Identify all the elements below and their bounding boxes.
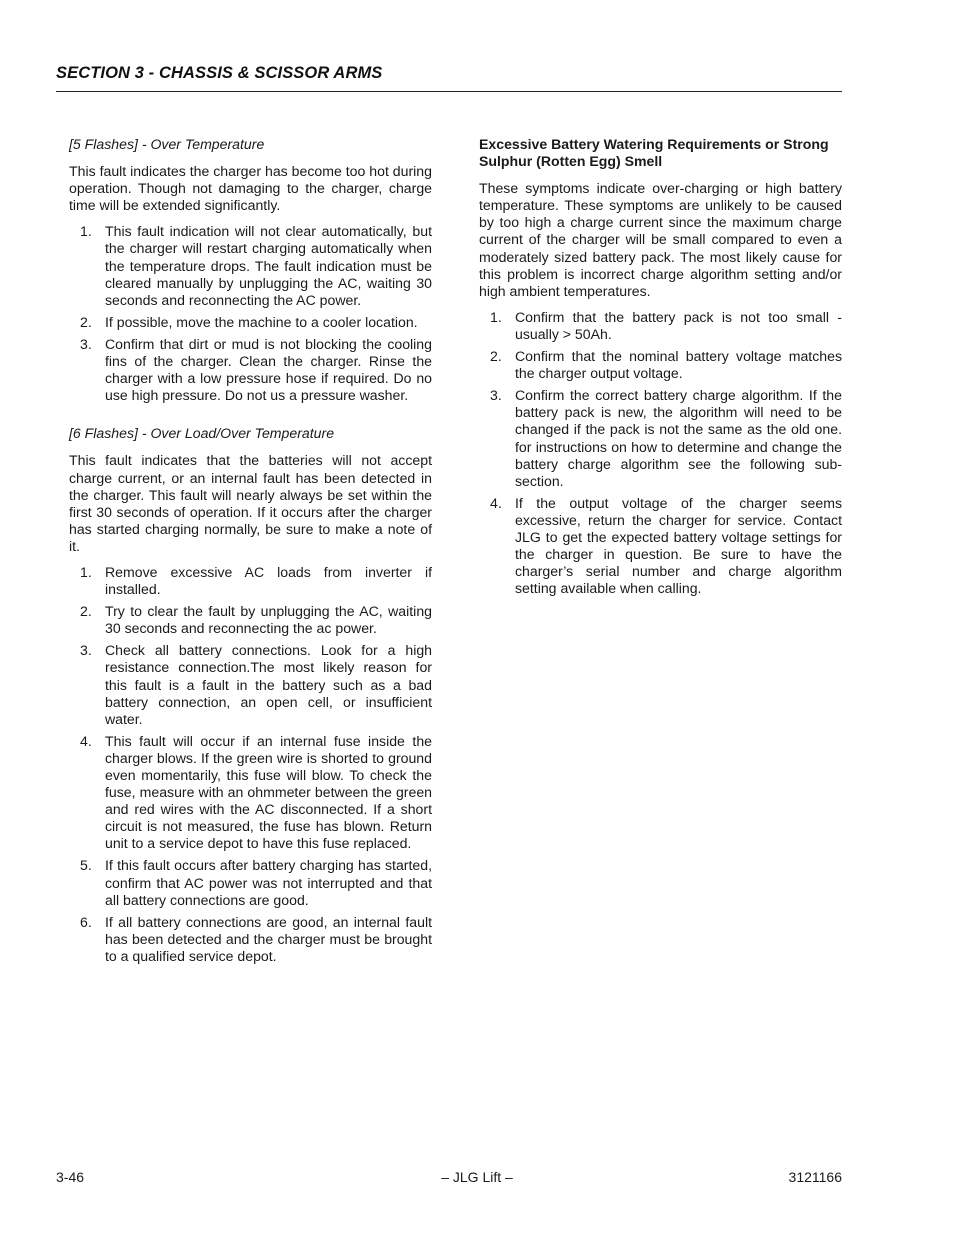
section-title: SECTION 3 - CHASSIS & SCISSOR ARMS — [56, 64, 383, 82]
paragraph-over-temperature: This fault indicates the charger has become too hot during operation. Though not damaging to the charger, charge time will be extended significantly. — [69, 163, 432, 214]
list-item: 3. Check all battery connections. Look for a high resistance connection.The most likely reason for this fault is a fault in the battery such as a bad battery connection, an open cell, or insufficient water. — [80, 642, 432, 727]
list-item: 4. This fault will occur if an internal fuse inside the charger blows. If the green wire is shorted to ground even momentarily, this fuse will blow. To check the fuse, measure with an ohmmeter between the green and red wires with the AC disconnected. If a short circuit is not measured, the fuse has blown. Return unit to a service depot to have this fuse replaced. — [80, 732, 432, 852]
page-number: 3-46 — [56, 1169, 85, 1185]
list-item: 1. Confirm that the battery pack is not too small - usually > 50Ah. — [490, 308, 842, 342]
left-column — [69, 136, 432, 986]
list-over-charging — [479, 309, 842, 598]
paragraph-over-load: This fault indicates that the batteries will not accept charge current, or an internal fault has been detected in the charger. This fault will nearly always be set within the first 30 seconds of operation. If it occurs after the charger has started charging normally, be sure to make a note of it. — [69, 452, 432, 554]
list-item: 1. This fault indication will not clear automatically, but the charger will restart charging automatically when the temperature drops. The fault indication must be cleared manually by unplugging the AC, waiting 30 seconds and reconnecting the AC power. — [80, 223, 432, 308]
heading-excessive-watering: Excessive Battery Watering Requirements or Strong Sulphur (Rotten Egg) Smell — [479, 136, 829, 170]
list-over-load — [69, 564, 432, 965]
document-number: 3121166 — [788, 1169, 842, 1185]
list-item: 4. If the output voltage of the charger seems excessive, return the charger for service. Contact JLG to get the expected battery voltage settings for the charger in question. Be sure to have the charger’s serial number and charge algorithm setting available when calling. — [490, 494, 842, 597]
list-over-temperature — [69, 223, 432, 404]
list-item: 3. Confirm that dirt or mud is not blocking the cooling fins of the charger. Clean the charger. Rinse the charger with a low pressure hose if required. Do no use high pressure. Do not us a pressure washer. — [80, 335, 432, 404]
list-item: 1. Remove excessive AC loads from inverter if installed. — [80, 563, 432, 598]
list-item: 2. If possible, move the machine to a cooler location. — [80, 313, 418, 330]
list-item: 3. Confirm the correct battery charge algorithm. If the battery pack is new, the algorithm will need to be changed if the pack is not the same as the old one. for instructions on how to determine and change the battery charge algorithm see the following sub-section. — [490, 387, 842, 489]
heading-6-flashes: [6 Flashes] - Over Load/Over Temperature — [69, 425, 335, 442]
right-column — [479, 136, 842, 618]
header-divider — [56, 91, 842, 92]
list-item: 5. If this fault occurs after battery charging has started, confirm that AC power was not interrupted and that all battery connections are good. — [80, 857, 432, 908]
paragraph-over-charging: These symptoms indicate over-charging or high battery temperature. These symptoms are unlikely to be caused by too high a charge current since the maximum charge current of the charger will be small compared to even a moderately sized battery pack. The most likely cause for this problem is incorrect charge algorithm setting and/or high ambient temperatures. — [479, 180, 842, 299]
list-item: 2. Try to clear the fault by unplugging the AC, waiting 30 seconds and reconnecting the ac power. — [80, 603, 432, 637]
list-item: 6. If all battery connections are good, an internal fault has been detected and the charger must be brought to a qualified service depot. — [80, 913, 432, 964]
heading-5-flashes: [5 Flashes] - Over Temperature — [69, 136, 265, 152]
footer-brand: – JLG Lift – — [441, 1169, 513, 1185]
list-item: 2. Confirm that the nominal battery voltage matches the charger output voltage. — [490, 348, 842, 382]
